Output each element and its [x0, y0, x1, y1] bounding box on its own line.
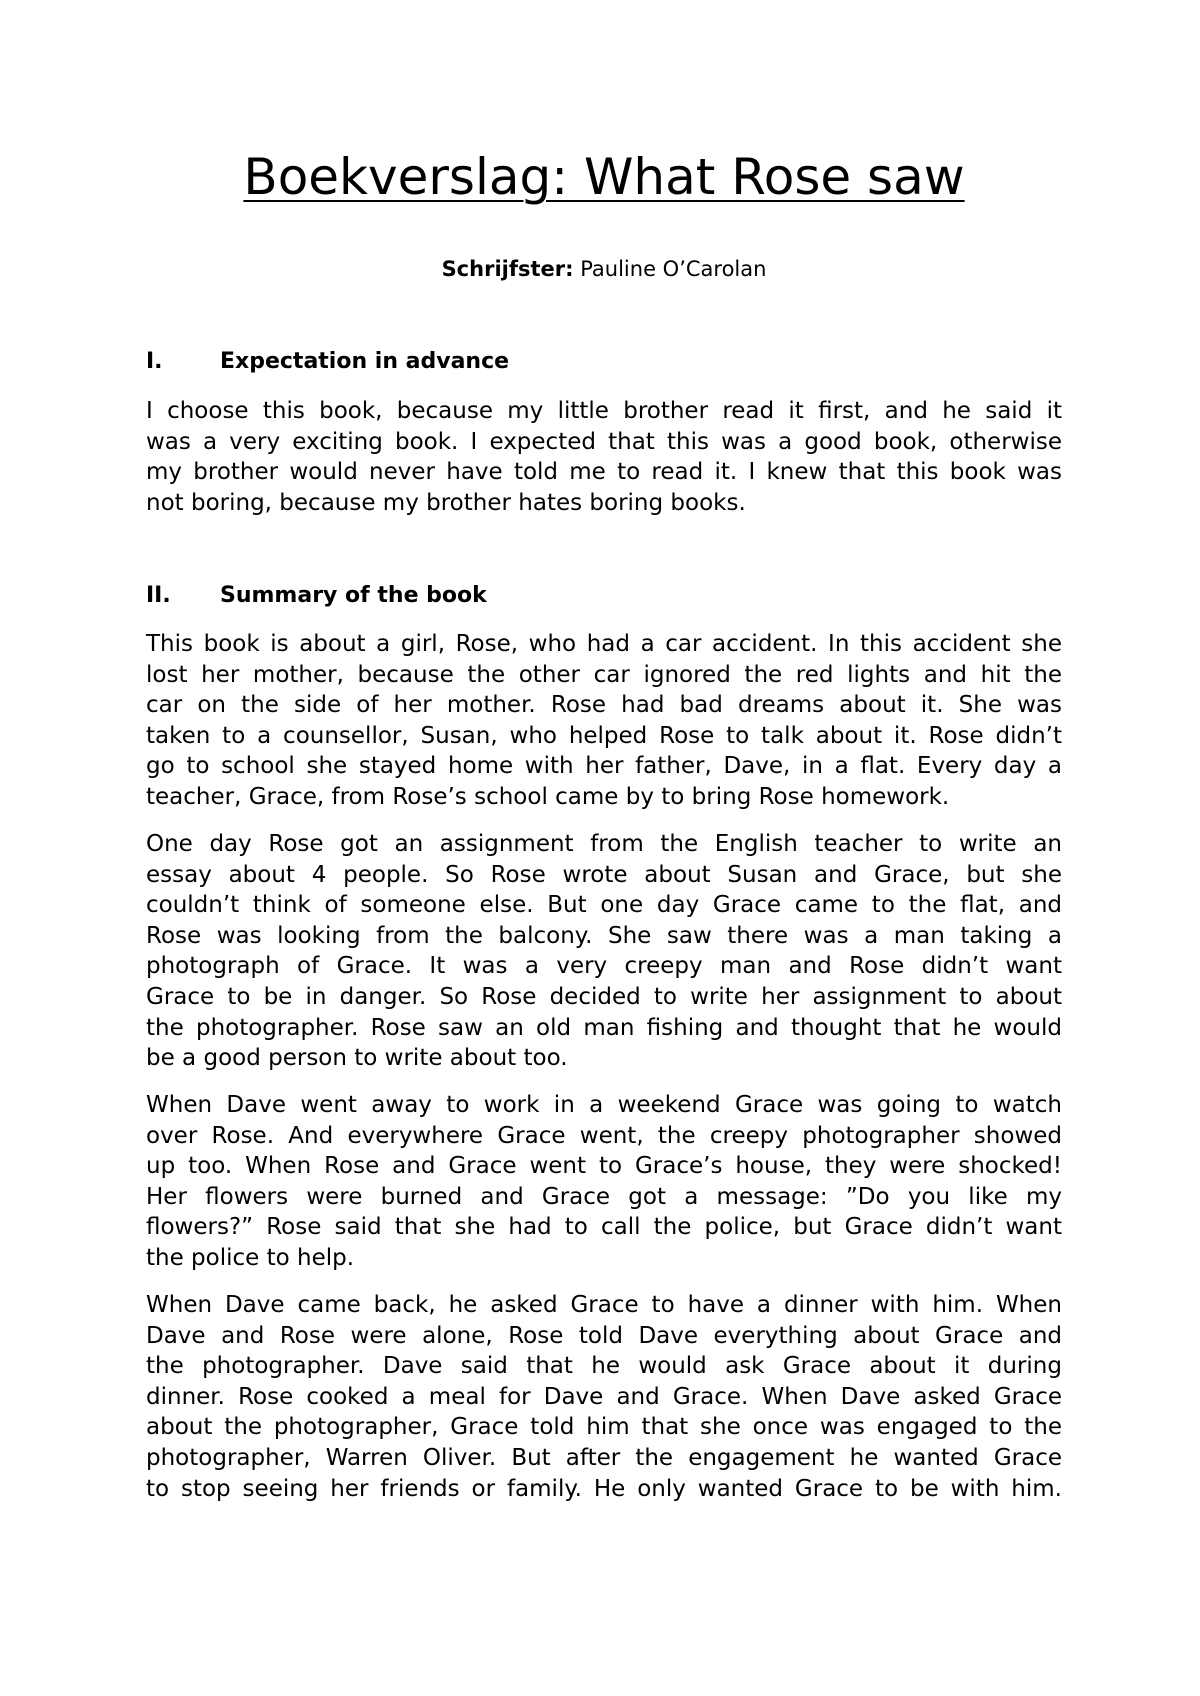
document-title: Boekverslag: What Rose saw: [243, 148, 965, 206]
section-number: I.: [146, 349, 163, 374]
author-label: Schrijfster:: [441, 257, 574, 281]
text-line: car on the side of her mother. Rose had bad dreams about it. She was: [146, 692, 1062, 719]
paragraph-summary-3: [146, 1090, 1062, 1274]
text-line: When Dave came back, he asked Grace to have a dinner with him. When: [146, 1292, 1062, 1318]
text-line: about the photographer, Grace told him that she once was engaged to the: [146, 1414, 1062, 1441]
text-line: the photographer. Dave said that he would ask Grace about it during: [146, 1353, 1062, 1380]
text-line: When Dave went away to work in a weekend Grace was going to watch: [146, 1092, 1062, 1118]
author-name: Pauline O’Carolan: [573, 257, 767, 281]
section-heading-expectation: [146, 347, 1062, 377]
text-line: my brother would never have told me to read it. I knew that this book was: [146, 459, 1062, 486]
text-line: be a good person to write about too.: [146, 1045, 568, 1072]
paragraph-summary-2: [146, 829, 1062, 1074]
text-line: dinner. Rose cooked a meal for Dave and Grace. When Dave asked Grace: [146, 1383, 1062, 1410]
text-line: the police to help.: [146, 1244, 355, 1271]
section-heading-summary: [146, 581, 1062, 611]
text-line: This book is about a girl, Rose, who had a car accident. In this accident she: [146, 631, 1062, 657]
text-line: lost her mother, because the other car ignored the red lights and hit the: [146, 661, 1062, 688]
section-number: II.: [146, 583, 171, 608]
text-line: to stop seeing her friends or family. He only wanted Grace to be with him.: [146, 1475, 1062, 1502]
text-line: up too. When Rose and Grace went to Grace’s house, they were shocked!: [146, 1153, 1062, 1180]
text-line: photograph of Grace. It was a very creepy man and Rose didn’t want: [146, 953, 1062, 980]
text-line: essay about 4 people. So Rose wrote about Susan and Grace, but she: [146, 861, 1062, 888]
text-line: couldn’t think of someone else. But one day Grace came to the flat, and: [146, 892, 1062, 919]
text-line: Grace to be in danger. So Rose decided to write her assignment to about: [146, 983, 1062, 1010]
text-line: was a very exciting book. I expected that this was a good book, otherwise: [146, 428, 1062, 455]
paragraph-summary-1: [146, 629, 1062, 813]
text-line: over Rose. And everywhere Grace went, the creepy photographer showed: [146, 1122, 1062, 1149]
text-line: One day Rose got an assignment from the English teacher to write an: [146, 831, 1062, 857]
text-line: not boring, because my brother hates boring books.: [146, 489, 746, 516]
text-line: the photographer. Rose saw an old man fishing and thought that he would: [146, 1014, 1062, 1041]
text-line: Rose was looking from the balcony. She saw there was a man taking a: [146, 922, 1062, 949]
text-line: Her flowers were burned and Grace got a message: ”Do you like my: [146, 1183, 1062, 1210]
text-line: I choose this book, because my little brother read it first, and he said it: [146, 398, 1062, 424]
paragraph-expectation: [146, 396, 1062, 518]
text-line: teacher, Grace, from Rose’s school came by to bring Rose homework.: [146, 783, 950, 810]
text-line: Dave and Rose were alone, Rose told Dave everything about Grace and: [146, 1322, 1062, 1349]
text-line: taken to a counsellor, Susan, who helped Rose to talk about it. Rose didn’t: [146, 722, 1062, 749]
text-line: flowers?” Rose said that she had to call the police, but Grace didn’t want: [146, 1214, 1062, 1241]
text-line: photographer, Warren Oliver. But after the engagement he wanted Grace: [146, 1444, 1062, 1471]
section-title: Summary of the book: [220, 583, 487, 608]
section-title: Expectation in advance: [220, 349, 510, 374]
paragraph-summary-4: [146, 1290, 1062, 1504]
author-line: [146, 255, 1062, 283]
text-line: go to school she stayed home with her father, Dave, in a flat. Every day a: [146, 753, 1062, 780]
